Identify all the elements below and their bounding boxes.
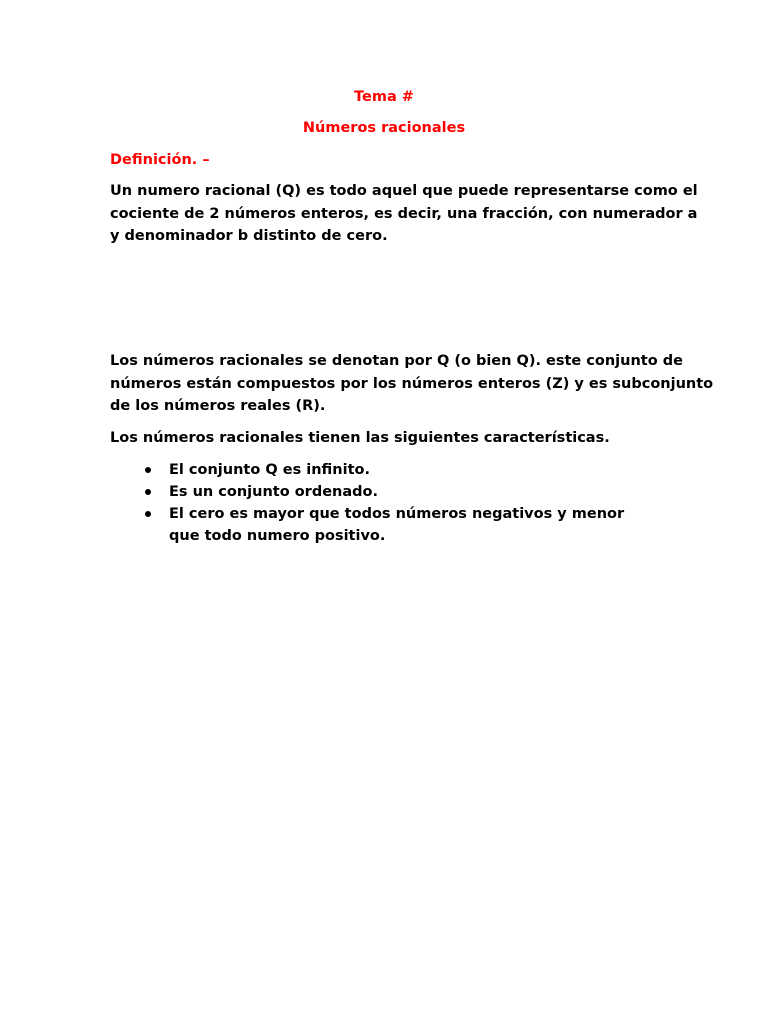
list-item-text: El conjunto Q es infinito. [169, 462, 370, 478]
definition-line: y denominador b distinto de cero. [110, 228, 388, 244]
characteristics-list [110, 459, 658, 547]
bullet-icon [145, 511, 151, 517]
definition-heading: Definición. – [110, 152, 210, 168]
bullet-icon [145, 467, 151, 473]
definition-paragraph [110, 180, 698, 248]
notation-line: números están compuestos por los números enteros (Z) y es subconjunto [110, 375, 714, 392]
list-item [110, 503, 658, 547]
bullet-icon [145, 489, 151, 495]
notation-paragraph [110, 350, 714, 418]
page-title: Números racionales [302, 120, 466, 136]
list-item-text: El cero es mayor que todos números negativos y menor que todo numero positivo. [169, 506, 625, 544]
list-item-text: Es un conjunto ordenado. [169, 484, 378, 500]
notation-line: de los números reales (R). [110, 398, 326, 414]
characteristics-intro: Los números racionales tienen las siguientes características. [110, 430, 610, 446]
definition-line: cociente de 2 números enteros, es decir, una fracción, con numerador a [110, 205, 698, 222]
definition-line: Un numero racional (Q) es todo aquel que puede representarse como el [110, 183, 698, 199]
list-item [110, 481, 658, 503]
notation-line: Los números racionales se denotan por Q (o bien Q). este conjunto de [110, 353, 683, 369]
topic-label: Tema # [354, 89, 414, 105]
list-item [110, 459, 658, 481]
